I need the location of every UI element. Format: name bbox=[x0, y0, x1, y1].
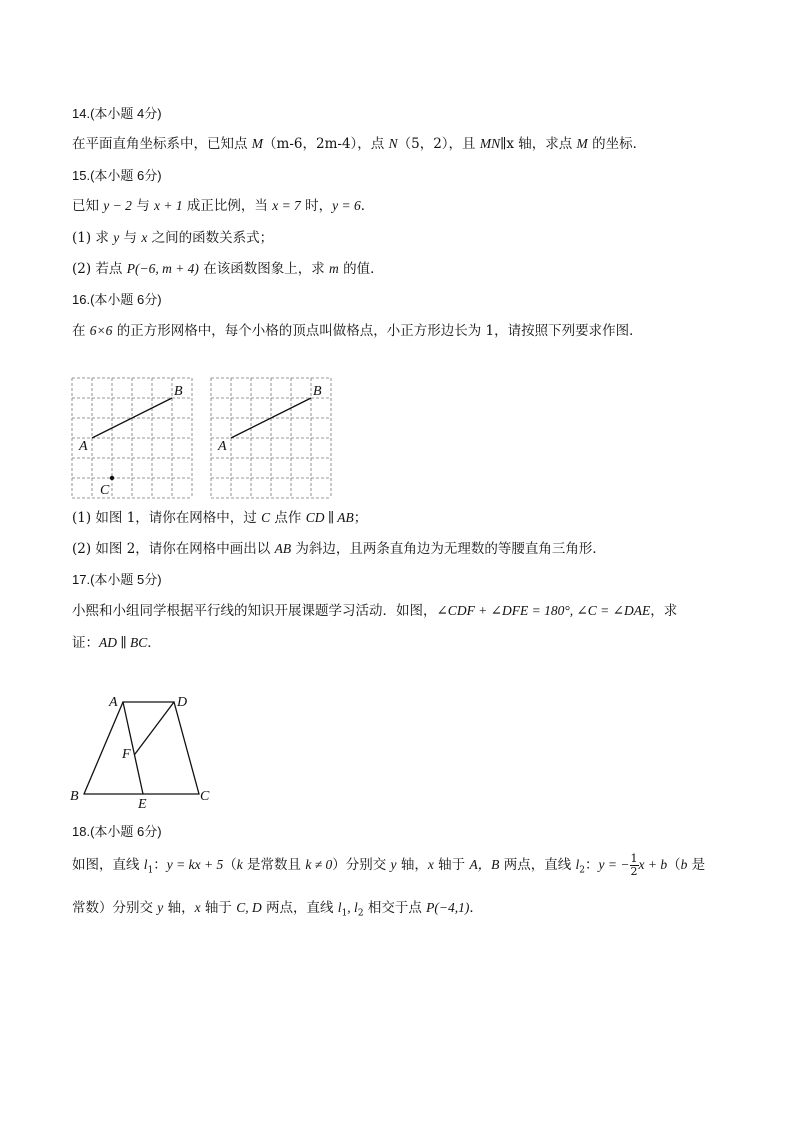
point-c bbox=[110, 476, 114, 480]
label-a: A bbox=[218, 439, 227, 454]
q18-text-1: 如图，直线 $l_1$：y = kx + 5（k 是常数且 k ≠ 0）分别交 y 轴，x 轴于 A，B 两点，直线 $l_2$：y = − $\frac{1}{2}$ x + b（b 是 bbox=[72, 852, 706, 878]
q16-part1: (1) 如图 1，请你在网格中，过 C 点作 CD ∥ AB； bbox=[72, 510, 368, 526]
label-b: B bbox=[70, 789, 79, 804]
fraction-one-half: $\frac{1}{2}$ bbox=[630, 852, 638, 878]
q15-text: 已知 y − 2 与 x + 1 成正比例，当 x = 7 时，y = 6． bbox=[72, 198, 375, 214]
label-e: E bbox=[138, 797, 147, 812]
figure-lines bbox=[84, 702, 199, 794]
label-d: D bbox=[177, 695, 188, 710]
q15-part1: (1) 求 y 与 x 之间的函数关系式； bbox=[72, 230, 274, 246]
label-b: B bbox=[174, 384, 183, 399]
q17-header: 17.(本小题 5分) bbox=[72, 572, 162, 587]
q16-text: 在 6×6 的正方形网格中，每个小格的顶点叫做格点，小正方形边长为 1，请按照下列要求作图． bbox=[72, 323, 643, 339]
q16-part2: (2) 如图 2，请你在网格中画出以 AB 为斜边，且两条直角边为无理数的等腰直角三角形． bbox=[72, 541, 606, 557]
label-a: A bbox=[79, 439, 88, 454]
label-c: C bbox=[200, 789, 210, 804]
q15-header: 15.(本小题 6分) bbox=[72, 168, 162, 183]
q14-header: 14.(本小题 4分) bbox=[72, 106, 162, 121]
q15-part2: (2) 若点 P(−6, m + 4) 在该函数图象上，求 m 的值． bbox=[72, 261, 384, 277]
q16-figure-1 bbox=[72, 378, 194, 500]
label-c: C bbox=[100, 483, 110, 498]
label-f: F bbox=[122, 747, 131, 762]
q17-text-2: 证：AD ∥ BC． bbox=[72, 635, 161, 651]
q18-header: 18.(本小题 6分) bbox=[72, 824, 162, 839]
q17-text-1: 小熙和小组同学根据平行线的知识开展课题学习活动．如图，∠CDF + ∠DFE = 180°, ∠C = ∠DAE，求 bbox=[72, 603, 678, 619]
q14-text: 在平面直角坐标系中，已知点 M（m-6，2m-4），点 N（5，2），且 MN∥x 轴，求点 M 的坐标． bbox=[72, 136, 647, 152]
q16-header: 16.(本小题 6分) bbox=[72, 292, 162, 307]
q17-figure bbox=[66, 690, 226, 815]
q16-figure-2 bbox=[211, 378, 333, 500]
q18-text-2: 常数）分别交 y 轴，x 轴于 C, D 两点，直线 $l_1$, $l_2$ 相交于点 P(−4,1)． bbox=[72, 900, 483, 919]
label-a: A bbox=[109, 695, 118, 710]
label-b: B bbox=[313, 384, 322, 399]
